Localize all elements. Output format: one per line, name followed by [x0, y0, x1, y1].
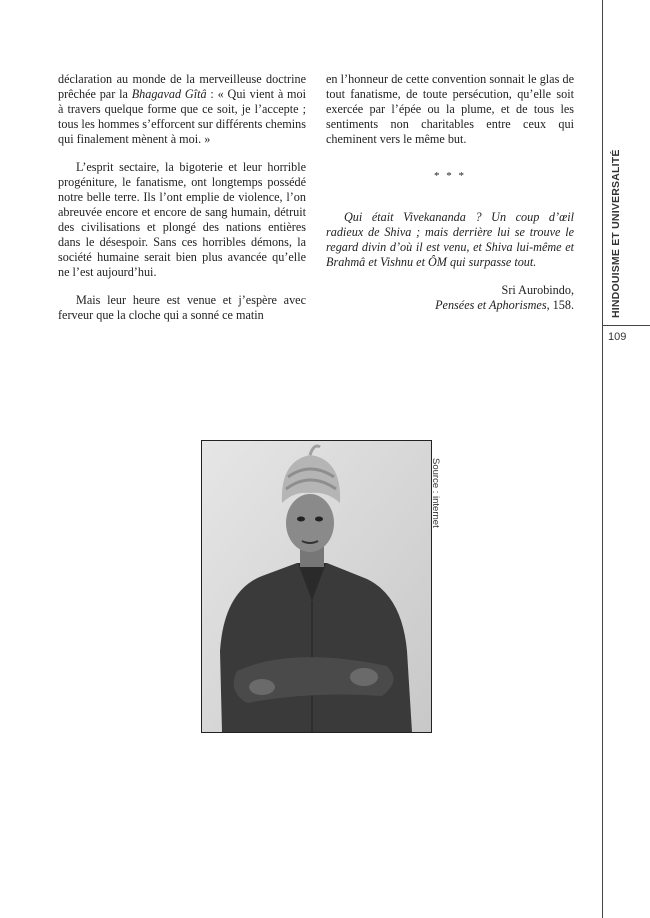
- margin-horizontal-rule: [602, 325, 650, 326]
- right-text-column: [326, 72, 574, 313]
- left-text-column: [58, 72, 306, 336]
- source-title: Pensées et Aphorismes: [435, 298, 547, 312]
- paragraph-sectarianism: L’esprit sectaire, la bigoterie et leur horrible progéniture, le fanatisme, ont longtemps possédé notre belle terre. Ils l’ont emplie de violence, l’on abreuvée encore et encore de sang humain, détruit des civilisations et plongé des nations entières dans le désespoir. Sans ces horribles démons, la société humaine serait bien plus avancée qu’elle ne l’est aujourd’hui.: [58, 160, 306, 279]
- source-ref: , 158.: [546, 298, 574, 312]
- portrait-photo: [201, 440, 432, 733]
- book-title: Bhagavad Gîtâ: [131, 87, 207, 101]
- paragraph-convention: en l’honneur de cette convention sonnait le glas de tout fanatisme, de toute persécution, qu’elle soit exercée par l’épée ou la plume, et de tous les sentiments non charitables entre ceux qui cheminent vers le même but.: [326, 72, 574, 146]
- text-span: déclaration au monde de la merveilleuse doctrine prêchée par la: [58, 72, 306, 101]
- photo-credit: Source : internet: [430, 458, 441, 528]
- aurobindo-quote: Qui était Vivekananda ? Un coup d’œil radieux de Shiva ; mais derrière lui se trouve le regard divin d’où il est venu, et Shiva lui-même et Brahmâ et Vishnu et ÔM qui surpasse tout.: [326, 210, 574, 269]
- quote-source: [326, 298, 574, 313]
- margin-vertical-rule: [602, 0, 603, 918]
- running-section-title: HINDOUISME ET UNIVERSALITÉ: [610, 149, 622, 318]
- quote-author: Sri Aurobindo,: [501, 283, 574, 297]
- section-separator: * * *: [434, 170, 466, 182]
- paragraph-gita-quote: [58, 72, 306, 147]
- page-number: 109: [608, 331, 627, 343]
- paragraph-hope: Mais leur heure est venue et j’espère avec ferveur que la cloche qui a sonné ce matin: [58, 293, 306, 322]
- text-span: : « Qui vient à moi à travers quelque forme que ce soit, je l’accepte ; tous les hommes s’efforcent sur différents chemins qui finalement mènent à moi. »: [58, 87, 307, 146]
